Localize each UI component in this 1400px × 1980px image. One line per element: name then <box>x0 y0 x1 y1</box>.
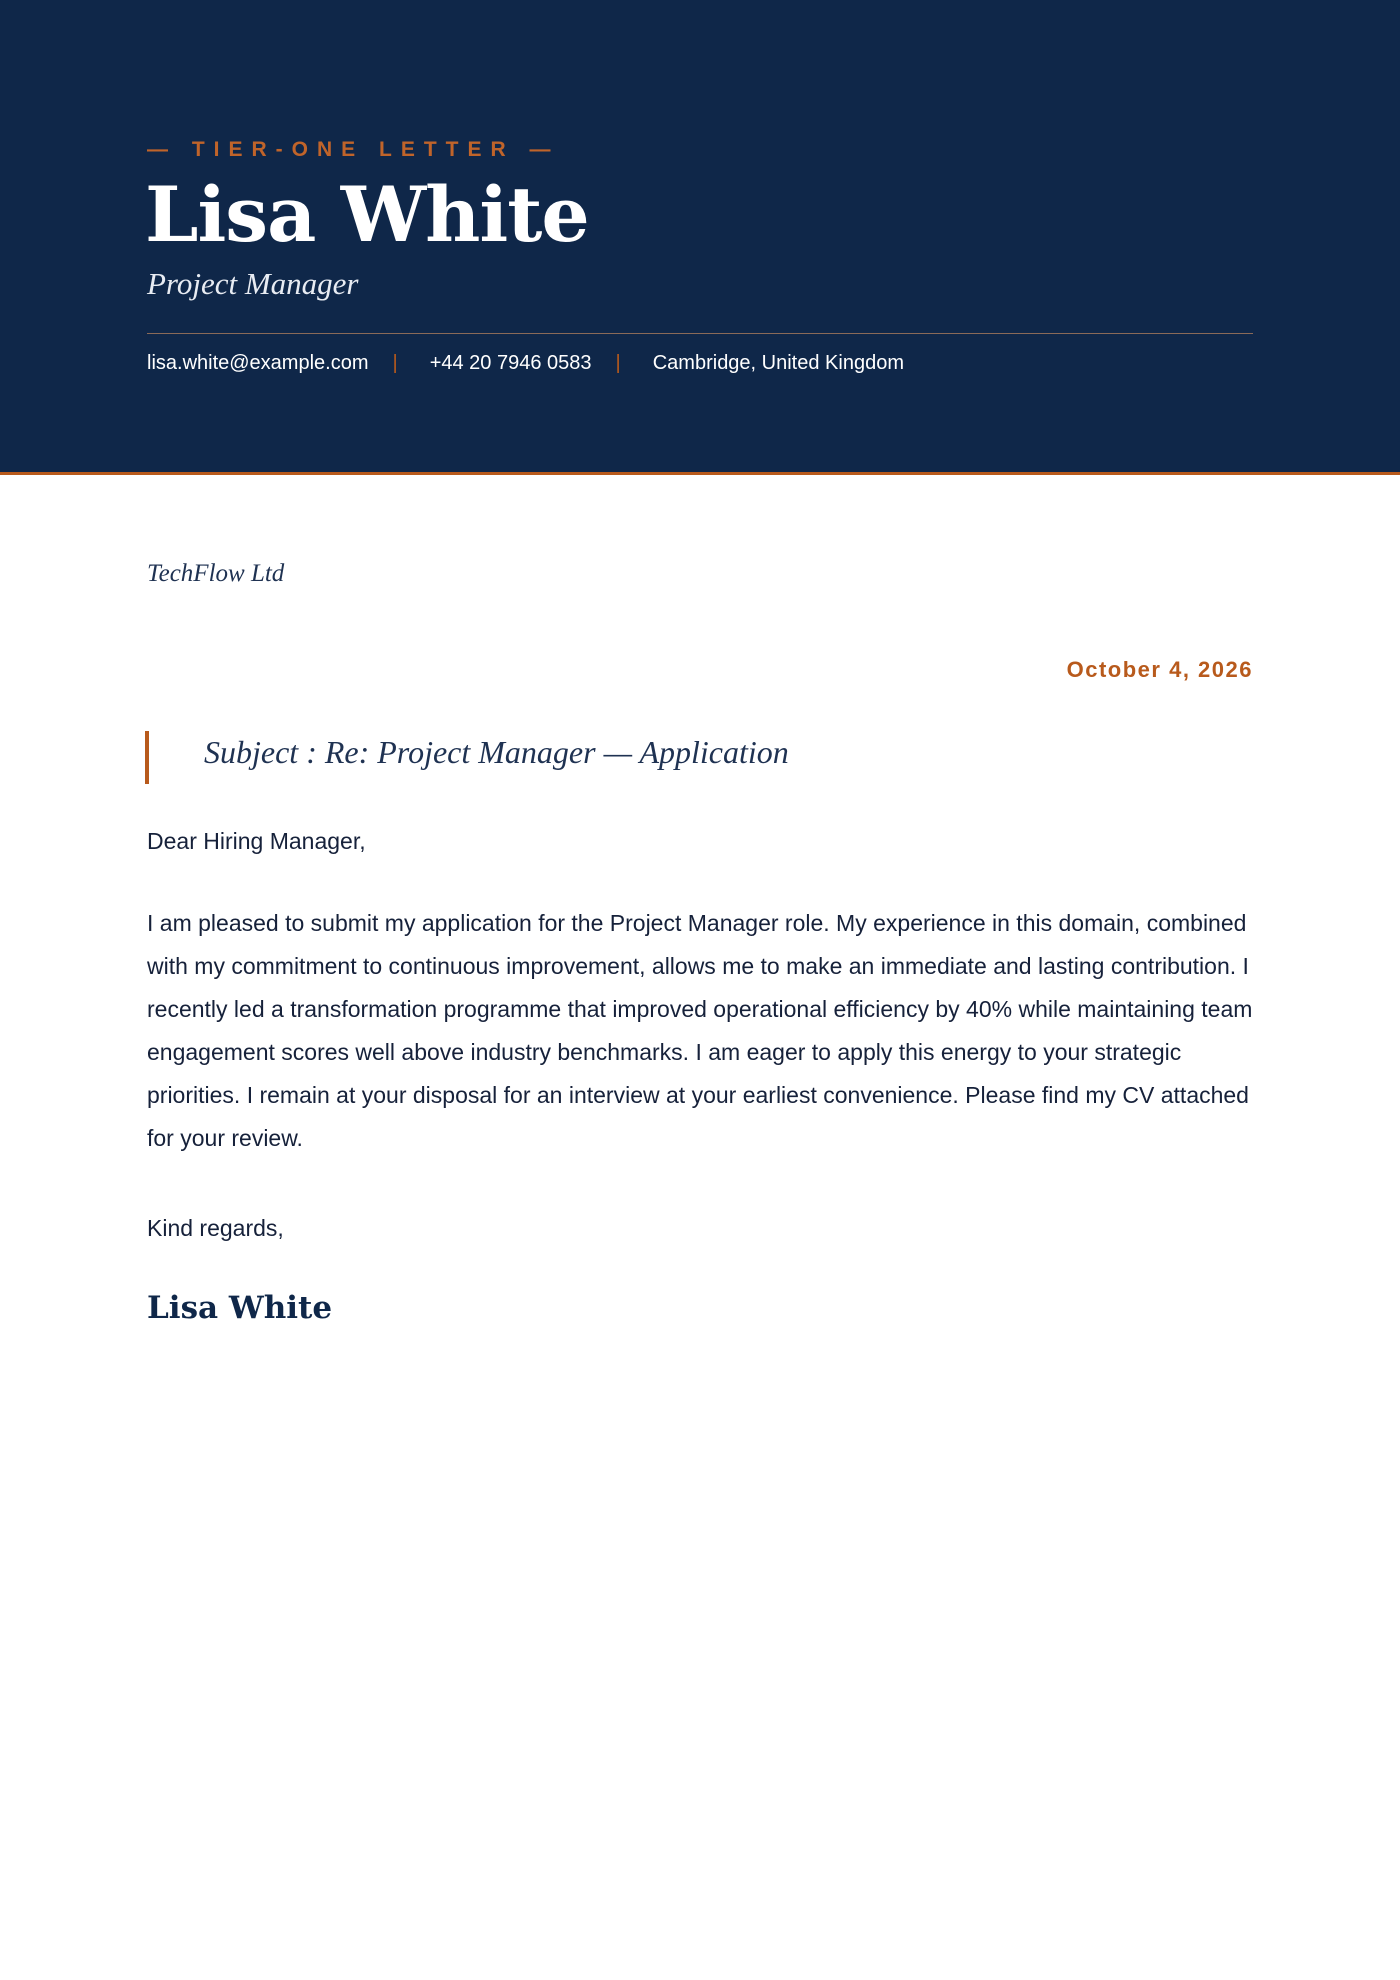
header-divider <box>147 333 1253 334</box>
letter-body: I am pleased to submit my application for the Project Manager role. My experience in this domain, combined with my commitment to continuous improvement, allows me to make an immediate and lasting contribution. I recently led a transformation programme that improved operational efficiency by 40% while maintaining team engagement scores well above industry benchmarks. I am eager to apply this energy to your strategic priorities. I remain at your disposal for an interview at your earliest convenience. Please find my CV attached for your review. <box>147 910 1253 1151</box>
letter-greeting: Dear Hiring Manager, <box>147 828 366 854</box>
letter-subject: Subject : Re: Project Manager — Application <box>204 734 789 770</box>
letter-closing: Kind regards, <box>147 1215 284 1241</box>
letter-signature: Lisa White <box>147 1290 333 1326</box>
contact-separator: | <box>392 352 398 374</box>
contact-separator: | <box>615 352 621 374</box>
contact-phone[interactable]: +44 20 7946 0583 <box>429 352 592 374</box>
letter-header <box>0 0 1400 475</box>
applicant-name: Lisa White <box>145 170 589 259</box>
applicant-role: Project Manager <box>147 266 359 301</box>
subject-accent-bar <box>145 731 149 784</box>
header-eyebrow: — TIER-ONE LETTER — <box>147 138 560 161</box>
contact-email[interactable]: lisa.white@example.com <box>147 352 369 374</box>
contact-line <box>147 352 904 375</box>
letter-date: October 4, 2026 <box>1066 657 1253 682</box>
contact-location: Cambridge, United Kingdom <box>652 352 904 374</box>
recipient-company: TechFlow Ltd <box>147 560 285 587</box>
